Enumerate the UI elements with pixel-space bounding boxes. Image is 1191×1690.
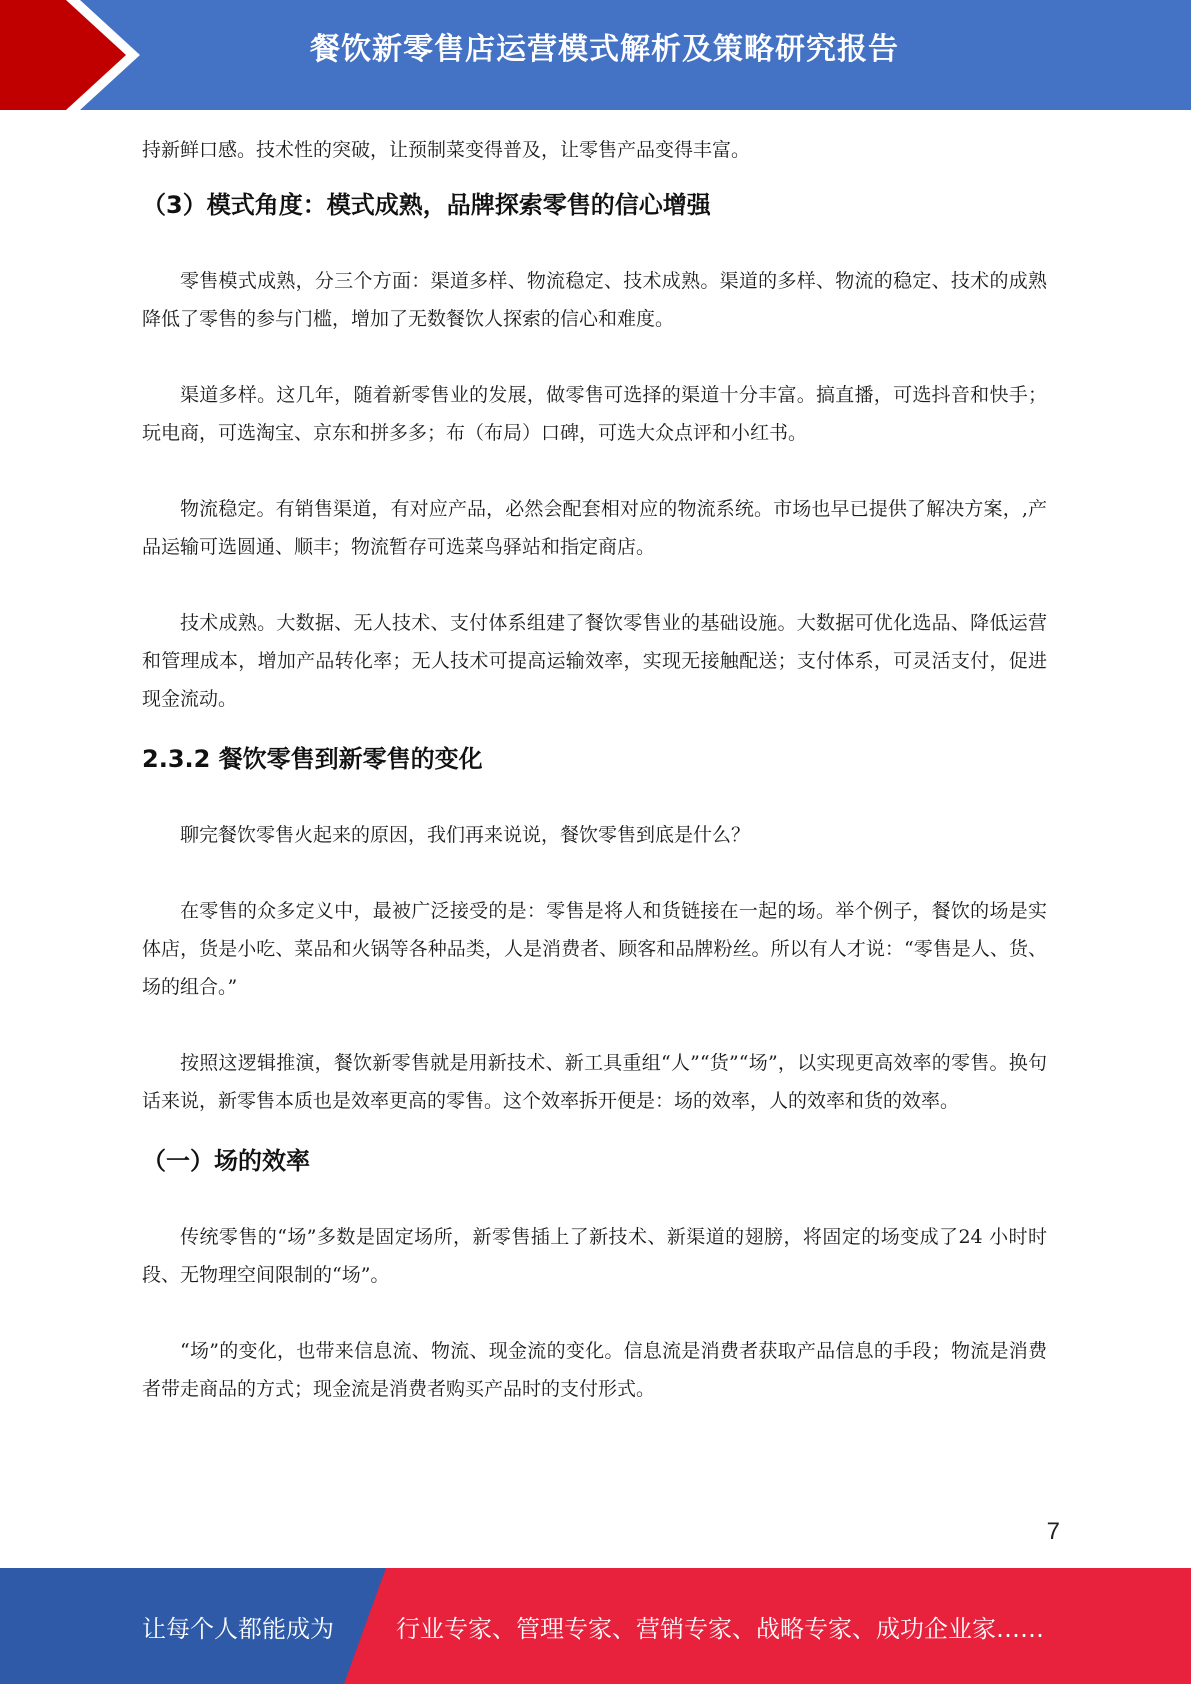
paragraph-field: 传统零售的“场”多数是固定场所，新零售插上了新技术、新渠道的翅膀，将固定的场变成了24 小时时段、无物理空间限制的“场”。 — [142, 1226, 1047, 1286]
paragraph-flows: “场”的变化，也带来信息流、物流、现金流的变化。信息流是消费者获取产品信息的手段；物流是消费者带走商品的方式；现金流是消费者购买产品时的支付形式。 — [142, 1340, 1047, 1400]
paragraph-logic: 按照这逻辑推演，餐饮新零售就是用新技术、新工具重组“人”“货”“场”，以实现更高效率的零售。换句话来说，新零售本质也是效率更高的零售。这个效率拆开便是：场的效率，人的效率和货的效率。 — [142, 1052, 1047, 1112]
page-number: 7 — [1046, 1518, 1060, 1545]
heading-section-2-3-2: 2.3.2 餐饮零售到新零售的变化 — [142, 745, 483, 773]
paragraph-retail-definition: 在零售的众多定义中，最被广泛接受的是：零售是将人和货链接在一起的场。举个例子，餐饮的场是实体店，货是小吃、菜品和火锅等各种品类，人是消费者、顾客和品牌粉丝。所以有人才说：“零售是人、货、场的组合。” — [142, 900, 1047, 998]
paragraph-retail-question: 聊完餐饮零售火起来的原因，我们再来说说，餐饮零售到底是什么？ — [180, 824, 751, 846]
paragraph-logistics: 物流稳定。有销售渠道，有对应产品，必然会配套相对应的物流系统。市场也早已提供了解决方案，,产品运输可选圆通、顺丰；物流暂存可选菜鸟驿站和指定商店。 — [142, 498, 1047, 558]
paragraph-technology: 技术成熟。大数据、无人技术、支付体系组建了餐饮零售业的基础设施。大数据可优化选品、降低运营和管理成本，增加产品转化率；无人技术可提高运输效率，实现无接触配送；支付体系，可灵活支付，促进现金流动。 — [142, 612, 1047, 710]
paragraph-model: 零售模式成熟，分三个方面：渠道多样、物流稳定、技术成熟。渠道的多样、物流的稳定、技术的成熟降低了零售的参与门槛，增加了无数餐饮人探索的信心和难度。 — [142, 270, 1047, 330]
footer-slogan-right: 行业专家、管理专家、营销专家、战略专家、成功企业家…… — [396, 1615, 1044, 1643]
page-header — [0, 0, 1191, 110]
page-footer — [0, 1568, 1191, 1684]
report-title: 餐饮新零售店运营模式解析及策略研究报告 — [310, 32, 899, 67]
paragraph-intro: 持新鲜口感。技术性的突破，让预制菜变得普及，让零售产品变得丰富。 — [142, 139, 751, 161]
heading-model-perspective: （3）模式角度：模式成熟，品牌探索零售的信心增强 — [142, 191, 711, 219]
heading-field-efficiency: （一）场的效率 — [142, 1147, 310, 1175]
page-body — [142, 131, 1047, 1408]
footer-slogan-left: 让每个人都能成为 — [142, 1615, 334, 1643]
paragraph-channels: 渠道多样。这几年，随着新零售业的发展，做零售可选择的渠道十分丰富。搞直播，可选抖音和快手；玩电商，可选淘宝、京东和拼多多；布（布局）口碑，可选大众点评和小红书。 — [142, 384, 1047, 444]
